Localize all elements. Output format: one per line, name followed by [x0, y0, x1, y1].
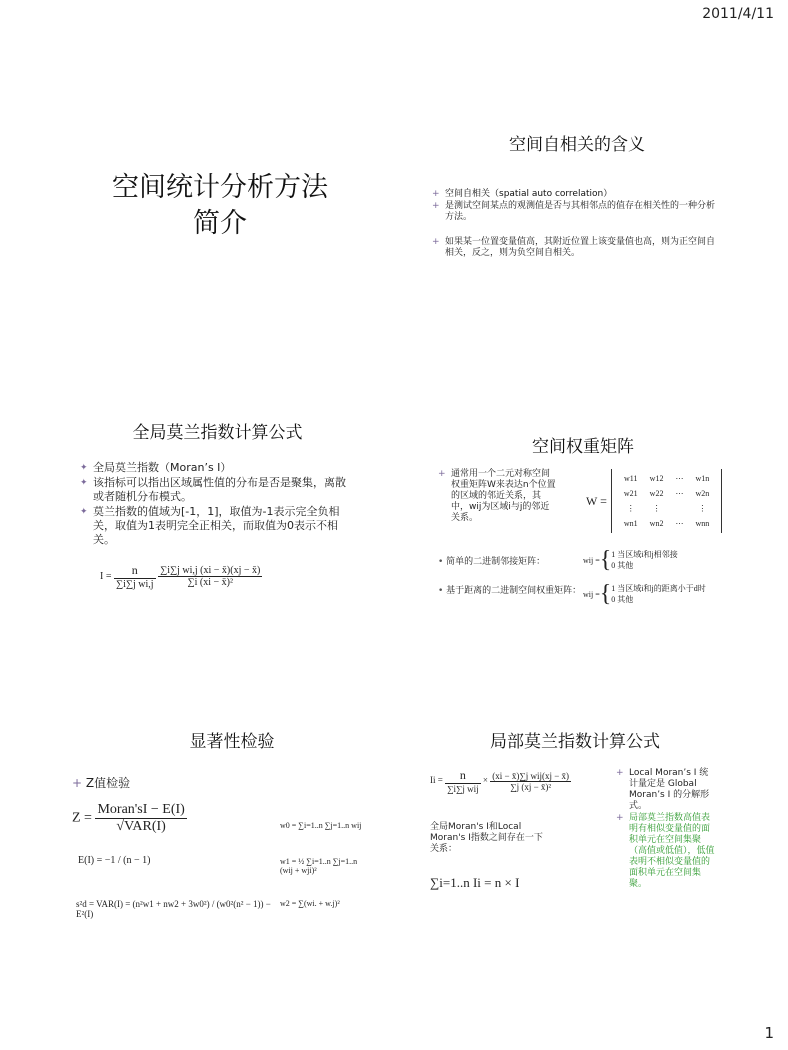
w0-formula: w0 = ∑i=1..n ∑j=1..n wij — [280, 821, 362, 830]
matrix-cell: ⋮ — [698, 504, 707, 513]
matrix-cell: w2n — [695, 489, 710, 498]
matrix-cell: wn2 — [649, 519, 664, 528]
slide-4-title: 空间权重矩阵 — [532, 437, 634, 457]
list-item: ✦ 该指标可以指出区域属性值的分布是否是聚集，离散或者随机分布模式。 — [80, 476, 346, 503]
matrix-cell: ⋯ — [675, 474, 684, 483]
header-date: 2011/4/11 — [702, 6, 774, 22]
slide-2-title: 空间自相关的含义 — [509, 135, 645, 155]
distance-binary: • 基于距离的二进制空间权重矩阵： wij = { 1 当区域i和j的距离小于d时 0 其他 — [438, 581, 706, 607]
matrix-cell: ⋯ — [675, 489, 684, 498]
slide-3-bullets — [80, 461, 355, 547]
slide-6-bullets — [616, 768, 716, 891]
list-item: ✦ 全局莫兰指数（Moran’s I） — [80, 461, 232, 474]
w1-formula: w1 = ½ ∑i=1..n ∑j=1..n (wij + wji)² — [280, 857, 358, 875]
matrix-row — [618, 471, 715, 486]
weight-matrix: W = w11 w12 ⋯ w1n w21 w22 ⋯ w2n ⋮ ⋮ ⋮ wn1 wn2 ⋯ wnn — [586, 469, 722, 533]
slide-6-title: 局部莫兰指数计算公式 — [490, 732, 660, 752]
slide-5 — [72, 727, 372, 919]
list-item: + Local Moran’s I 统计量定是 Global Moran’s I 的分解形式。 — [616, 768, 710, 811]
matrix-cell: w11 — [624, 474, 638, 483]
matrix-cell: wn1 — [623, 519, 638, 528]
list-item: ✦ 莫兰指数的值域为[-1，1]，取值为-1表示完全负相关，取值为1表明完全正相关，而取值为0表示不相关。 — [80, 505, 340, 546]
list-item: + 通常用一个二元对称空间权重矩阵W来表达n个位置的区域的邻近关系，其中，wij为区域i与j的邻近关系。 — [438, 469, 556, 523]
list-item: + 局部莫兰指数高值表明有相似变量值的面积单元在空间集聚（高值或低值），低值表明不相似变量值的面积单元在空间集聚。 — [616, 813, 715, 889]
moran-formula: I = $\frac{n}{\text{∑i∑j wi,j}}$ $\frac{\text{∑i∑j wi,j (xi − x̄)(xj − x̄)}}{\text{∑i (xi − x̄)²}}$ — [100, 563, 261, 590]
matrix-cell: wnn — [695, 519, 710, 528]
slide-6 — [430, 727, 720, 891]
slide-4 — [438, 432, 728, 605]
matrix-cell: w12 — [649, 474, 664, 483]
page-number: 1 — [764, 1024, 774, 1042]
slide-4-intro — [438, 469, 558, 533]
relation-formula: ∑i=1..n Ii = n × I — [430, 875, 520, 890]
list-item: + 空间自相关（spatial auto correlation） — [432, 189, 613, 199]
matrix-cell — [669, 501, 689, 516]
local-moran-formula: Ii = $\frac{n}{\text{∑i∑j wij}}$ × $\frac{\text{(xi − x̄)∑j wij(xj − x̄)}}{\text{∑j (xj − x̄)²}}$ — [430, 768, 570, 794]
slide-2 — [432, 130, 722, 260]
slide-1-title-line1: 空间统计分析方法 — [112, 172, 328, 203]
z-test-bullet: + Z值检验 — [72, 776, 131, 790]
slide-5-title: 显著性检验 — [189, 732, 275, 752]
slide-2-bullets — [432, 189, 722, 259]
slide-1 — [20, 170, 420, 242]
e-formula: E(I) = −1 / (n − 1) — [78, 855, 151, 866]
matrix-row — [618, 501, 715, 516]
w2-formula: w2 = ∑(wi. + w.j)² — [280, 899, 340, 908]
matrix-cell: ⋯ — [675, 519, 684, 528]
slide-3-title: 全局莫兰指数计算公式 — [132, 423, 303, 443]
list-item: + 如果某一位置变量值高，其附近位置上该变量值也高，则为正空间自相关，反之，则为负空间自相关。 — [432, 237, 716, 258]
relation-text: 全局Moran's I和Local Moran's I指数之间存在一下关系： — [430, 822, 543, 854]
matrix-cell: ⋮ — [652, 504, 661, 513]
matrix-row — [618, 516, 715, 531]
matrix-cell: w21 — [623, 489, 638, 498]
matrix-cell: w1n — [695, 474, 710, 483]
var-formula: s²d = VAR(I) = (n²w1 + nw2 + 3w0²) / (w0²(n² − 1)) − E²(I) — [76, 899, 271, 919]
slide-3 — [80, 418, 355, 590]
z-formula: Z = $\frac{\text{Moran'sI − E(I)}}{\text{√VAR(I)}}$ — [72, 802, 185, 834]
matrix-row — [618, 486, 715, 501]
matrix-cell: w22 — [649, 489, 664, 498]
binary-adjacency: • 简单的二进制邻接矩阵： wij = { 1 当区域i和j相邻接 0 其他 — [438, 547, 678, 573]
list-item: + 是测试空间某点的观测值是否与其相邻点的值存在相关性的一种分析方法。 — [432, 201, 716, 222]
matrix-cell: ⋮ — [626, 504, 635, 513]
slide-1-title-line2: 简介 — [193, 208, 247, 239]
